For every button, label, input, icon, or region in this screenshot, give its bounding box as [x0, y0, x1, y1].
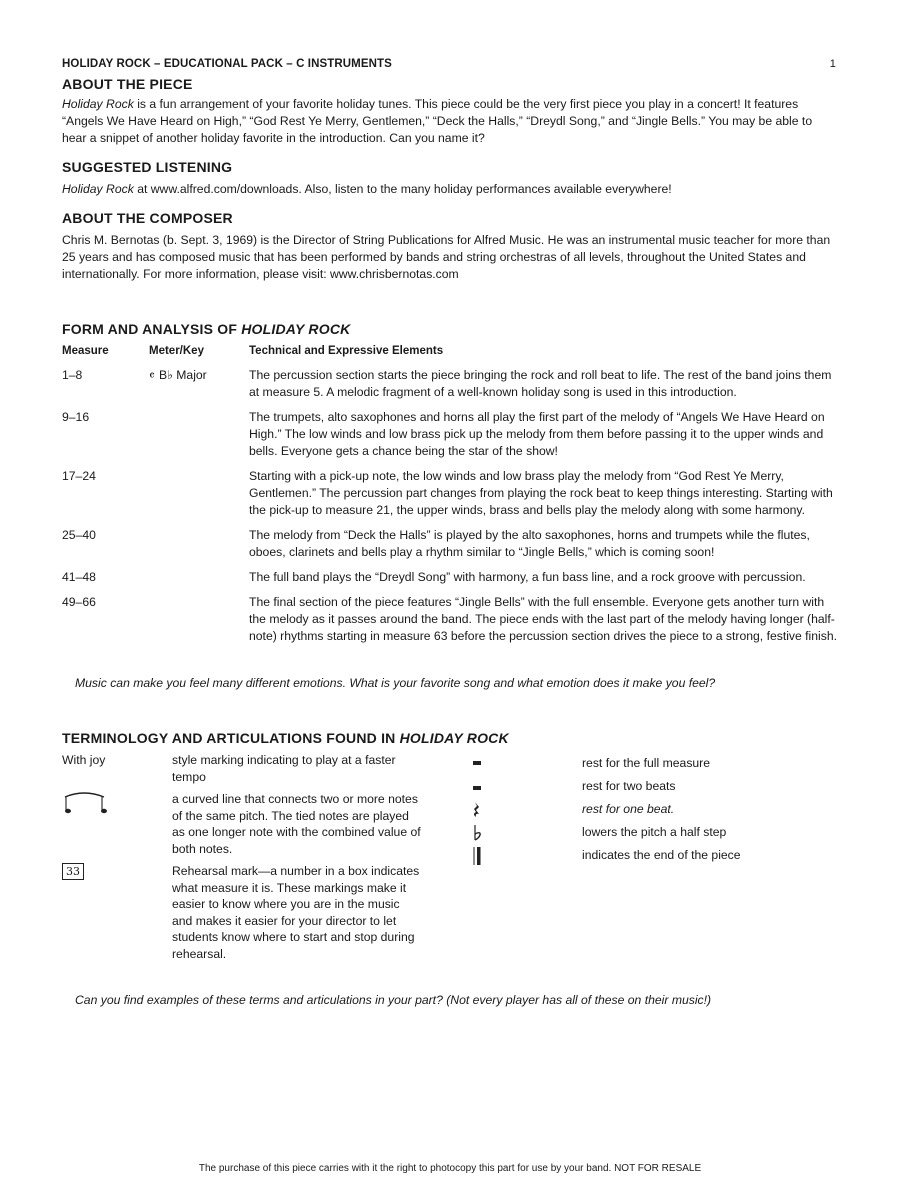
- form-row-meter-key: [149, 367, 249, 401]
- form-row-elements: The full band plays the “Dreydl Song” with harmony, a fun bass line, and a rock groove with percussion.: [249, 570, 806, 584]
- about-piece-heading: ABOUT THE PIECE: [62, 76, 193, 92]
- form-row-meter-key: [149, 468, 249, 519]
- term-tie-desc: a curved line that connects two or more notes of the same pitch. The tied notes are played as one longer note with the combined value of both notes.: [172, 792, 421, 856]
- header-title: HOLIDAY ROCK – EDUCATIONAL PACK – C INSTRUMENTS: [62, 58, 392, 70]
- about-the-composer-section: [62, 210, 838, 283]
- common-time-icon: 𝄴: [149, 368, 155, 383]
- term-tie: [62, 791, 472, 857]
- form-row-meter-key: [149, 527, 249, 561]
- form-row: [62, 367, 838, 401]
- term-whole-rest: [472, 752, 838, 775]
- term-rehearsal-desc: Rehearsal mark—a number in a box indicates what measure it is. These markings make it easier to know where you are in the music and makes it easier for your director to let students know where to start and stop during rehearsal.: [172, 864, 420, 961]
- term-flat: [472, 821, 838, 844]
- form-row: [62, 594, 838, 645]
- about-piece-text: [62, 96, 838, 147]
- whole-rest-icon: [422, 758, 532, 770]
- composer-text: Chris M. Bernotas (b. Sept. 3, 1969) is the Director of String Publications for Alfred Music. He was an instrumental music teacher for more than 25 years and has composed music that has been performed by bands and string orchestras of all levels, throughout the United States and internationally. For more information, please visit: www.chrisbernotas.com: [62, 233, 831, 281]
- terminology-section: [62, 730, 838, 968]
- form-heading: [62, 321, 838, 337]
- composer-heading: ABOUT THE COMPOSER: [62, 210, 233, 226]
- form-row-measure: 9–16: [62, 410, 90, 424]
- column-measure: Measure: [62, 345, 109, 357]
- form-row-elements: The melody from “Deck the Halls” is played by the alto saxophones, horns and trumpets while the flutes, oboes, clarinets and bells play a rhythm similar to “Jingle Bells,” which is coming soon!: [249, 528, 810, 559]
- term-with-joy-desc: style marking indicating to play at a faster tempo: [172, 753, 396, 784]
- form-row-measure: 49–66: [62, 595, 96, 609]
- terminology-heading-prefix: TERMINOLOGY AND ARTICULATIONS FOUND IN: [62, 730, 400, 746]
- form-row-elements: The trumpets, alto saxophones and horns all play the first part of the melody of “Angels We Have Heard on High.” The low winds and low brass pick up the melody from them before passing it to the upper winds and bells. Everyone gets a chance being the star of the show!: [249, 410, 825, 458]
- key-signature-label: B♭ Major: [159, 368, 207, 382]
- piece-title-italic: Holiday Rock: [62, 97, 134, 111]
- page: [62, 58, 838, 1009]
- page-header: [62, 58, 838, 70]
- quarter-rest-desc: [582, 801, 674, 818]
- form-row-meter-key: [149, 569, 249, 586]
- about-the-piece-section: [62, 76, 838, 147]
- listening-text: [62, 181, 838, 198]
- term-with-joy-label: With joy: [62, 753, 106, 767]
- find-question: Can you find examples of these terms and articulations in your part? (Not every player has all of these on their music!): [75, 993, 712, 1007]
- form-heading-prefix: FORM AND ANALYSIS OF: [62, 321, 242, 337]
- form-row-meter-key: [149, 594, 249, 645]
- form-row-measure: 41–48: [62, 570, 96, 584]
- form-row-measure: 1–8: [62, 368, 83, 382]
- terminology-left-column: [62, 752, 472, 968]
- flat-icon: [422, 824, 532, 842]
- term-quarter-rest: [472, 798, 838, 821]
- column-elements: Technical and Expressive Elements: [249, 345, 444, 357]
- listening-body: at www.alfred.com/downloads. Also, listen to the many holiday performances available everywhere!: [133, 182, 672, 196]
- terminology-heading-italic: HOLIDAY ROCK: [399, 730, 509, 746]
- form-row: [62, 409, 838, 460]
- column-meter-key: Meter/Key: [149, 345, 204, 357]
- form-row-measure: 25–40: [62, 528, 96, 542]
- terminology-right-column: [472, 752, 838, 968]
- form-row-elements: The percussion section starts the piece bringing the rock and roll beat to life. The rest of the band joins them at measure 5. A melodic fragment of a well-known holiday song is used in this introduction.: [249, 368, 832, 399]
- suggested-listening-section: [62, 159, 838, 198]
- footer-notice: The purchase of this piece carries with it the right to photocopy this part for use by your band. NOT FOR RESALE: [198, 1163, 702, 1174]
- half-rest-icon: [422, 781, 532, 793]
- half-rest-desc: rest for two beats: [582, 779, 676, 794]
- form-heading-italic: HOLIDAY ROCK: [241, 321, 351, 337]
- listening-heading: SUGGESTED LISTENING: [62, 159, 233, 175]
- terminology-heading: [62, 730, 838, 746]
- term-final-barline: [472, 844, 838, 867]
- term-rehearsal-mark: [62, 863, 472, 962]
- form-row-measure: 17–24: [62, 469, 96, 483]
- rehearsal-mark-number: 33: [62, 863, 84, 880]
- form-row-elements: Starting with a pick-up note, the low winds and low brass play the melody from “God Rest Ye Merry, Gentlemen.” The percussion part changes from playing the rock beat to keep things interesting. Starting with the pick-up to measure 21, the upper winds, brass and bells play the melody along with some harmony.: [249, 469, 833, 517]
- quarter-rest-desc-text: rest for one beat.: [582, 802, 675, 817]
- form-row: [62, 527, 838, 561]
- final-barline-icon: [422, 845, 532, 867]
- page-number: 1: [829, 58, 836, 70]
- tie-icon: [62, 791, 172, 857]
- form-analysis-section: [62, 321, 838, 645]
- form-table-body: [62, 367, 838, 645]
- flat-desc: lowers the pitch a half step: [582, 825, 727, 840]
- form-row: [62, 569, 838, 586]
- rehearsal-mark-icon: [62, 863, 172, 962]
- final-barline-desc: indicates the end of the piece: [582, 848, 741, 863]
- form-row-elements: The final section of the piece features “Jingle Bells” with the full ensemble. Everyone gets another turn with the melody as it passes around the band. The piece ends with the last part of the melody having longer (half-note) rhythms starting in measure 63 before the percussion section drives the piece to a strong, festive finish.: [249, 595, 838, 643]
- form-row: [62, 468, 838, 519]
- emotion-question: Music can make you feel many different emotions. What is your favorite song and what emotion does it make you feel?: [75, 676, 716, 690]
- form-table-header: [62, 345, 838, 357]
- term-with-joy: [62, 752, 472, 785]
- listening-title-italic: Holiday Rock: [62, 182, 134, 196]
- form-row-meter-key: [149, 409, 249, 460]
- terminology-grid: [62, 752, 838, 968]
- term-half-rest: [472, 775, 838, 798]
- whole-rest-desc: rest for the full measure: [582, 756, 711, 771]
- about-piece-body: is a fun arrangement of your favorite holiday tunes. This piece could be the very first piece you play in a concert! It features “Angels We Have Heard on High,” “God Rest Ye Merry, Gentlemen,” “Deck the Halls,” “Dreydl Song,” and “Jingle Bells.” You may be able to hear a snippet of another holiday favorite in the introduction. Can you name it?: [62, 97, 813, 145]
- quarter-rest-icon: [422, 801, 532, 819]
